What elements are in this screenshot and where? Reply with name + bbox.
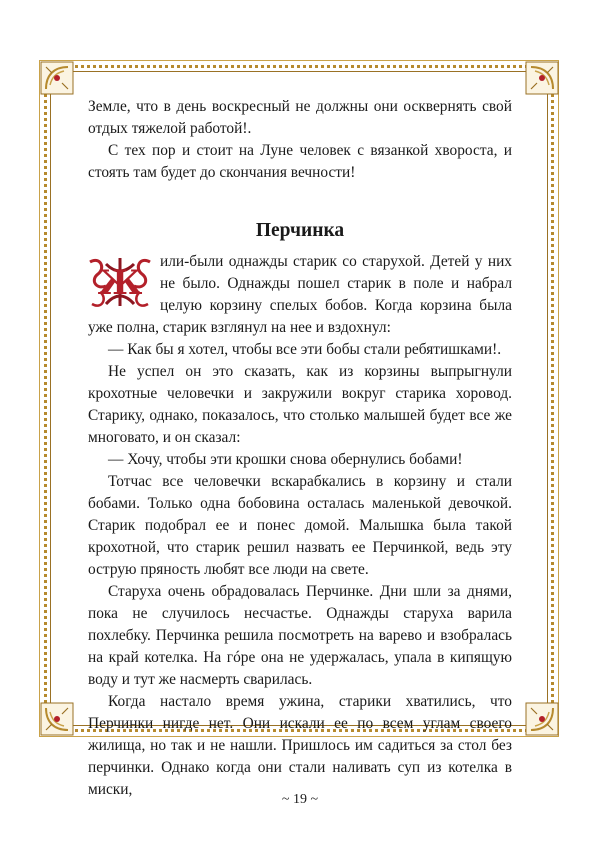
paragraph: или-были однажды старик со старухой. Детей у них не было. Однажды пошел старик в поле и набрал целую корзину спелых бобов. Когда корзина была уже полна, старик взглянул на нее и вздохнул: [88, 253, 512, 336]
corner-ornament-icon [525, 61, 559, 95]
paragraph: Тотчас все человечки вскарабкались в корзину и стали бобами. Только одна бобовина осталась маленькой девочкой. Старик подобрал ее и понес домой. Малышка была такой крохотной, что старик решил назвать ее Перчинкой, ведь эту острую пряность любят все люди на свете. [88, 473, 512, 578]
paragraph: — Как бы я хотел, чтобы все эти бобы стали ребятишками!. [108, 341, 502, 358]
paragraph: С тех пор и стоит на Луне человек с вязанкой хвороста, и стоять там будет до скончания вечности! [88, 142, 512, 181]
corner-ornament-icon [40, 702, 74, 736]
previous-story-ending [88, 96, 512, 184]
corner-ornament-icon [525, 702, 559, 736]
paragraph: Старуха очень обрадовалась Перчинке. Дни шли за днями, пока не случилось несчастье. Однажды старуха варила похлебку. Перчинка решила посмотреть на варево и взобралась на край котелка. На гóре она не удержалась, упала в кипящую воду и тут же насмерть сварилась. [88, 583, 512, 688]
dropcap-ornament [86, 254, 154, 310]
page-number: ~ 19 ~ [281, 792, 319, 807]
corner-ornament-icon [40, 61, 74, 95]
dropcap-letter-icon [86, 254, 154, 310]
paragraph: Когда настало время ужина, старики хватились, что Перчинки нигде нет. Они искали ее по всем углам своего жилища, но так и не нашли. Пришлось им садиться за стол без перчинки. Однако когда они стали наливать суп из котелка в миски, [88, 693, 512, 798]
paragraph: Не успел он это сказать, как из корзины выпрыгнули крохотные человечки и закружили вокруг старика хоровод. Старику, однако, показалось, что столько малышей будет все же многовато, и он сказал: [88, 363, 512, 446]
story-body [88, 251, 512, 801]
paragraph: Земле, что в день воскресный не должны они осквернять свой отдых тяжелой работой!. [88, 98, 512, 137]
paragraph: — Хочу, чтобы эти крошки снова обернулись бобами! [108, 451, 463, 468]
story-title: Перчинка [255, 220, 345, 241]
dropcap-letter: Ж [97, 263, 143, 303]
